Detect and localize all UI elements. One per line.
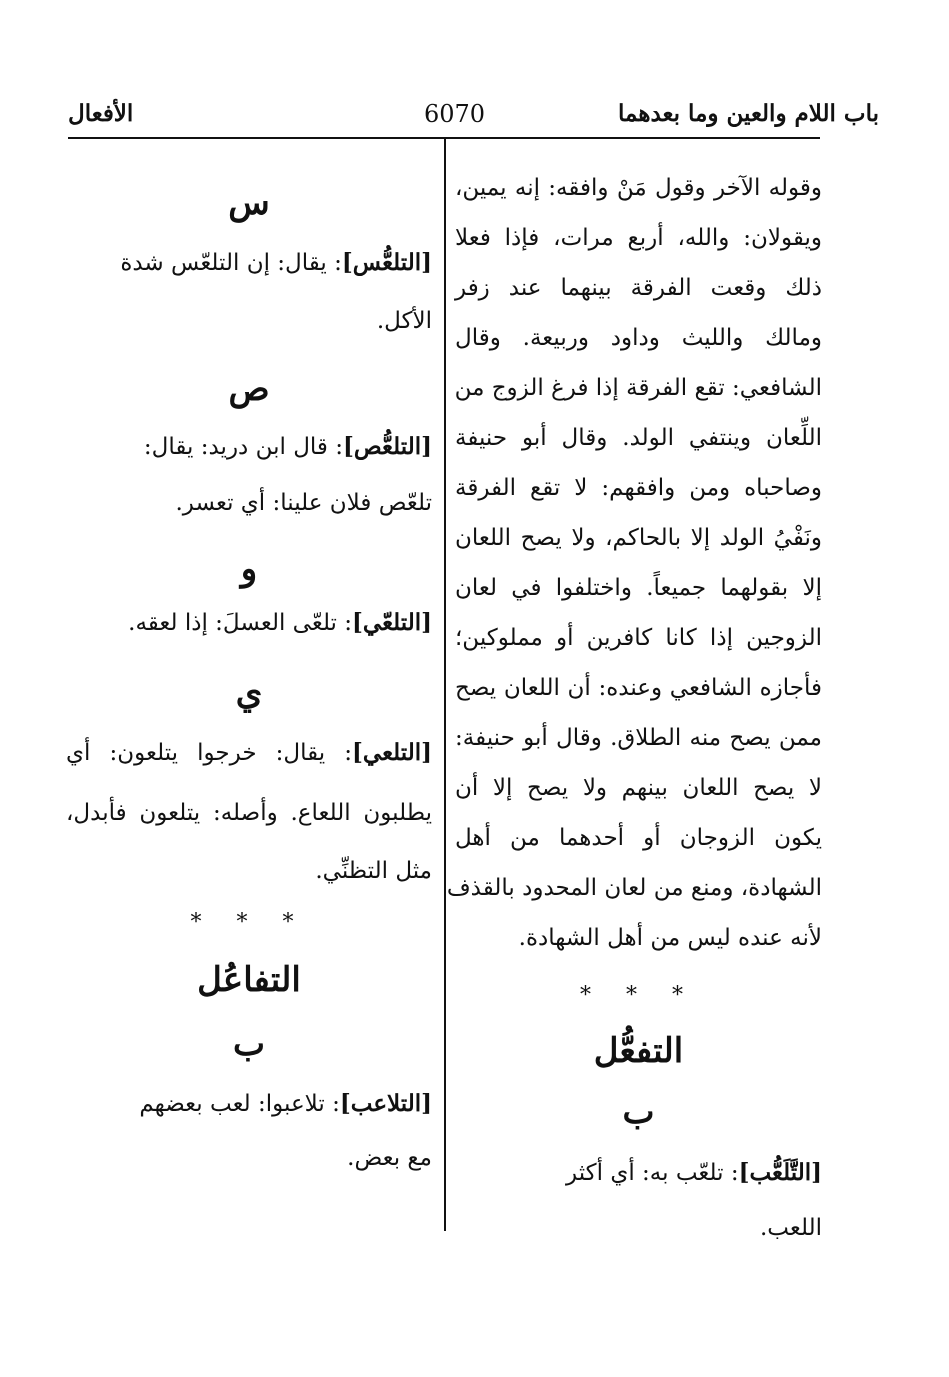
text-line: وصاحباه ومن وافقهم: لا تقع الفرقة [455,475,822,501]
letter-heading: ب [622,1092,655,1132]
text-line: مع بعض. [347,1145,432,1171]
text-line: يطلبون اللعاع. وأصله: يتلعون فأبدل، [66,800,432,826]
running-header-section: الأفعال [68,100,134,127]
entry-headword: [التلعُّص] [343,433,432,460]
entry-headword: [التلعّي] [352,609,432,636]
text-line: الأكل. [376,308,432,334]
text-line: لأنه عنده ليس من أهل الشهادة. [518,925,822,951]
dictionary-entry [66,593,432,653]
letter-heading: س [228,183,270,223]
text-line: يكون الزوجان أو أحدهما من أهل [455,825,822,851]
letter-heading: و [240,549,258,589]
text-line: اللعب. [759,1215,822,1241]
running-header-chapter: باب اللام والعين وما بعدهما [618,100,879,127]
dictionary-entry [66,723,432,783]
text-line: تلعّص فلان علينا: أي تعسر. [175,490,432,516]
entry-text: : تلعّى العسلَ: إذا لعقه. [128,610,353,636]
text-line: مثل التظنِّي. [315,858,432,884]
section-separator: * * * [190,910,308,935]
text-line: الشافعي: تقع الفرقة إذا فرغ الزوج من [454,375,822,401]
entry-text: : يقال: إن التلعّس شدة [120,250,342,276]
text-line: إلا بقولهما جميعاً. واختلفوا في لعان [455,575,822,601]
right-column [446,163,822,1253]
dictionary-entry [66,1075,432,1133]
text-line: ذلك وقعت الفرقة بينهما عند زفر [455,275,822,301]
column-divider [444,138,446,1231]
entry-text: : تلاعبوا: لعب بعضهم [139,1091,340,1117]
section-separator: * * * [580,983,697,1008]
left-column [66,163,432,1183]
entry-text: : تلعّب به: أي أكثر [566,1160,739,1186]
section-title: التفاعُل [197,960,301,1000]
letter-heading: ب [232,1024,265,1064]
text-line: ونَفْيُ الولد إلا بالحاكم، ولا يصح اللعان [455,525,822,551]
dictionary-entry [455,1143,822,1203]
dictionary-entry [66,419,432,475]
text-line: ويقولان: والله، أربع مرات، فإذا فعلا [455,225,822,251]
entry-headword: [التلعي] [352,739,432,766]
section-title: التفعُّل [593,1031,684,1071]
text-line: لا يصح اللعان بينهم ولا يصح إلا أن [455,775,822,801]
text-line: الشهادة، ومنع من لعان المحدود بالقذف [446,875,822,901]
text-line: ممن يصح منه الطلاق. وقال أبو حنيفة: [455,725,822,751]
entry-text: : قال ابن دريد: يقال: [143,434,343,460]
text-line: الزوجين إذا كانا كافرين أو مملوكين؛ [455,625,822,651]
page-number: 6070 [424,100,486,128]
entry-headword: [التلعُّس] [341,249,432,276]
text-line: فأجازه الشافعي وعنده: أن اللعان يصح [455,675,822,701]
dictionary-entry [66,233,432,293]
letter-heading: ص [228,369,270,409]
text-line: وقوله الآخر وقول مَنْ وافقه: إنه يمين، [455,175,822,201]
entry-headword: [التلاعب] [339,1090,432,1117]
entry-headword: [التَّلَعُّب] [738,1159,822,1186]
entry-text: : يقال: خرجوا يتلعون: أي [66,740,353,766]
text-line: ومالك والليث وداود وربيعة. وقال [455,325,822,351]
text-line: اللِّعان وينتفي الولد. وقال أبو حنيفة [455,425,822,451]
letter-heading: ي [235,673,263,713]
